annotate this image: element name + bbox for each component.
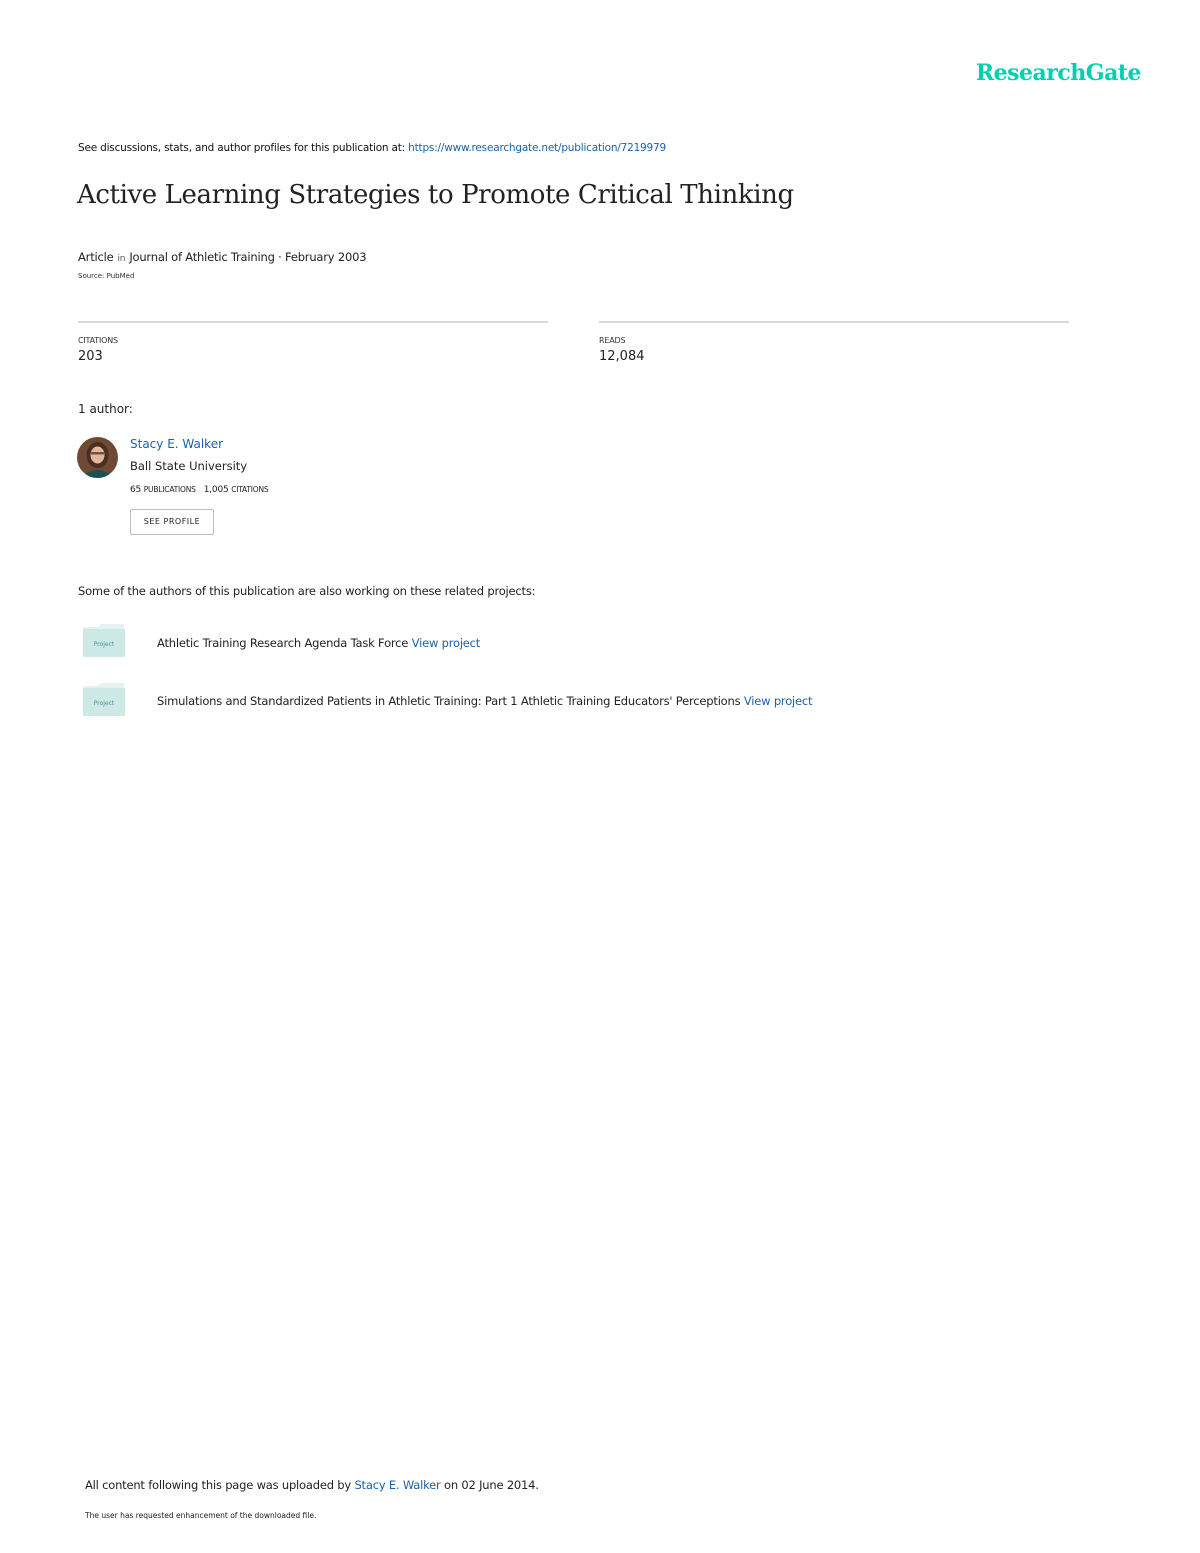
reads-stat — [599, 321, 1069, 364]
citations-label: CITATIONS — [78, 336, 118, 345]
view-project-link[interactable]: View project — [743, 694, 813, 708]
related-project-item — [157, 636, 480, 650]
author-institution: Ball State University — [130, 459, 248, 473]
see-profile-button[interactable]: SEE PROFILE — [130, 509, 214, 535]
see-discussions-line — [78, 142, 666, 154]
author-publications-count: 65 — [130, 485, 142, 495]
reads-label: READS — [599, 336, 626, 345]
journal-date: Journal of Athletic Training · February 2003 — [129, 250, 367, 264]
author-stats — [130, 485, 268, 495]
project-icon-label: Project — [93, 700, 115, 707]
related-project-item — [157, 694, 812, 708]
author-photo-icon — [77, 437, 118, 478]
project-icon-label: Project — [93, 641, 115, 648]
publication-meta — [78, 250, 366, 264]
authors-heading: 1 author: — [78, 402, 133, 416]
citations-value: 203 — [78, 349, 103, 364]
upload-suffix: on 02 June 2014. — [440, 1478, 539, 1492]
related-projects-heading: Some of the authors of this publication are also working on these related projects: — [78, 584, 536, 598]
pubmed-badge-icon: in — [117, 254, 126, 264]
publication-type: Article — [78, 250, 114, 264]
project-folder-icon — [82, 623, 126, 659]
related-project-title: Simulations and Standardized Patients in Athletic Training: Part 1 Athletic Training Educators' Perceptions — [157, 694, 741, 708]
uploader-link[interactable]: Stacy E. Walker — [354, 1478, 441, 1492]
related-project-title: Athletic Training Research Agenda Task Force — [157, 636, 409, 650]
publication-source: Source: PubMed — [78, 272, 135, 280]
project-folder-icon — [82, 682, 126, 718]
citations-stat — [78, 321, 548, 364]
upload-note — [85, 1478, 539, 1492]
reads-value: 12,084 — [599, 349, 645, 364]
author-name-link[interactable]: Stacy E. Walker — [130, 437, 224, 451]
author-citations-label: CITATIONS — [231, 485, 269, 494]
reads-divider — [599, 321, 1069, 323]
author-avatar[interactable] — [77, 437, 118, 478]
see-discussions-text: See discussions, stats, and author profiles for this publication at: — [78, 142, 409, 154]
publication-url-link[interactable]: https://www.researchgate.net/publication/7219979 — [408, 142, 666, 154]
publication-title: Active Learning Strategies to Promote Critical Thinking — [77, 180, 794, 210]
researchgate-logo[interactable]: ResearchGate — [975, 60, 1141, 86]
enhancement-note: The user has requested enhancement of the downloaded file. — [85, 1511, 317, 1520]
author-publications-label: PUBLICATIONS — [143, 485, 196, 494]
view-project-link[interactable]: View project — [411, 636, 481, 650]
upload-prefix: All content following this page was uploaded by — [85, 1478, 355, 1492]
citations-divider — [78, 321, 548, 323]
author-citations-count: 1,005 — [203, 485, 229, 495]
